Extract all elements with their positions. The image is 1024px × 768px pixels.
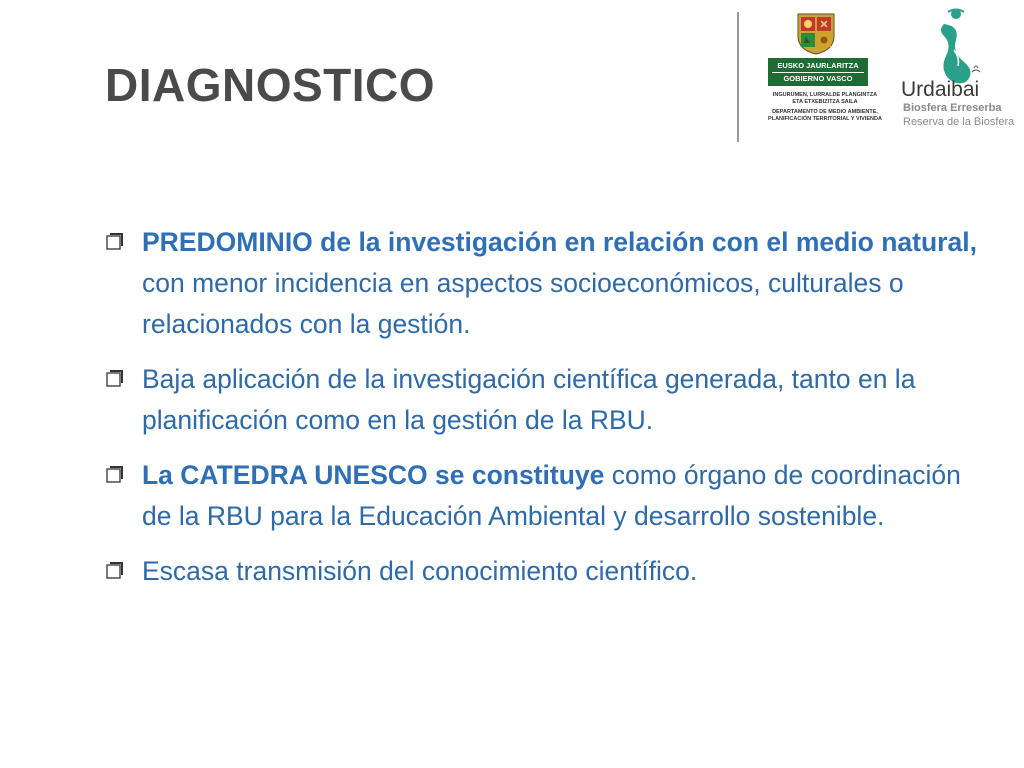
checkbox-bullet-icon xyxy=(106,233,123,250)
bullet-1-emphasis: PREDOMINIO de la investigación en relación con el medio natural, xyxy=(142,227,977,257)
bullet-item xyxy=(104,455,984,537)
bullet-3-emphasis: La CATEDRA UNESCO se constituye xyxy=(142,460,605,490)
urdaibai-tagline-basque: Biosfera Erreserba xyxy=(903,102,1002,114)
diagnostic-bullet-list xyxy=(104,222,984,606)
urdaibai-tagline-spanish: Reserva de la Biosfera xyxy=(903,116,1015,128)
dept-name-spanish xyxy=(766,109,884,122)
page-title: DIAGNOSTICO xyxy=(105,59,436,111)
dept-spanish-line2: PLANIFICACIÓN TERRITORIAL Y VIVIENDA xyxy=(768,115,882,122)
checkbox-bullet-icon xyxy=(106,562,123,579)
dept-basque-line1: INGURUMEN, LURRALDE PLANGINTZA xyxy=(772,92,878,98)
gov-name-basque: EUSKO JAURLARITZA xyxy=(772,60,864,73)
bullet-3-text: como órgano de coordinación de la RBU para la Educación Ambiental y desarrollo sostenible. xyxy=(142,460,961,531)
gobierno-vasco-banner xyxy=(768,58,868,86)
coat-of-arms-icon xyxy=(794,12,838,56)
bullet-2-text: Baja aplicación de la investigación científica generada, tanto en la planificación como en la gestión de la RBU. xyxy=(142,364,916,435)
bullet-item xyxy=(104,222,984,345)
checkbox-bullet-icon xyxy=(106,370,123,387)
checkbox-bullet-icon xyxy=(106,466,123,483)
gobierno-vasco-logo xyxy=(766,12,884,127)
bullet-4-text: Escasa transmisión del conocimiento científico. xyxy=(142,556,698,586)
dept-basque-line2: ETA ETXEBIZITZA SAILA xyxy=(792,98,858,105)
urdaibai-figure-icon xyxy=(930,6,982,86)
bullet-item xyxy=(104,359,984,441)
gov-name-spanish: GOBIERNO VASCO xyxy=(783,74,853,83)
urdaibai-name: Urdaibai xyxy=(901,78,980,101)
urdaibai-logo xyxy=(900,6,1020,131)
dept-spanish-line1: DEPARTAMENTO DE MEDIO AMBIENTE, xyxy=(772,109,878,115)
bullet-1-text: con menor incidencia en aspectos socioeconómicos, culturales o relacionados con la gestión. xyxy=(142,268,904,339)
dept-name-basque xyxy=(766,92,884,105)
header-divider xyxy=(737,12,739,142)
bullet-item xyxy=(104,551,984,592)
